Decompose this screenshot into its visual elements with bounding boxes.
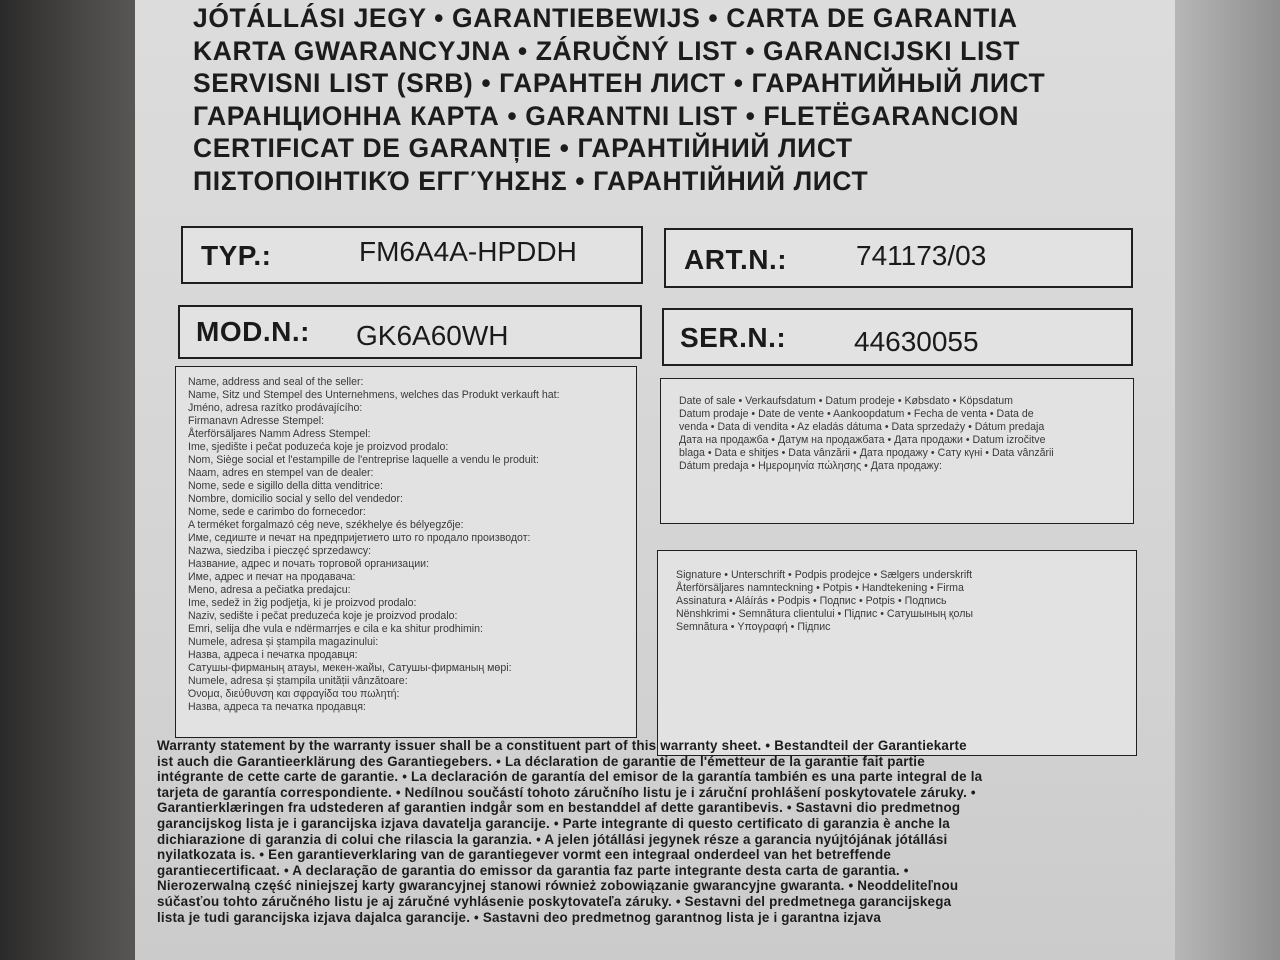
seller-line: Nom, Siège social et l'estampille de l'entreprise laquelle a vendu le produit: [188,454,539,466]
heading-line: KARTA GWARANCYJNA • ZÁRUČNÝ LIST • GARANCIJSKI LIST [193,35,1020,66]
statement-line: Garantierklæringen fra udstederen af garantien indgår som en bestanddel af dette garantibevis. • Sastavni dio predmetnog [157,800,961,816]
statement-line: ist auch die Garantieerklärung des Garantiegebers. • La déclaration de garantie de l'émetteur de la garantie fait partie [157,753,925,769]
seller-line: A terméket forgalmazó cég neve, székhelye és bélyegzője: [188,519,464,531]
typ-box [181,226,643,284]
seller-text [188,376,628,714]
warranty-title-block [193,2,1153,197]
mod-value: GK6A60WH [356,320,509,351]
art-value: 741173/03 [856,240,987,271]
ser-value: 44630055 [854,326,979,357]
seller-line: Nazwa, siedziba i pieczęć sprzedawcy: [188,545,372,557]
statement-line: intégrante de cette carte de garantie. • La declaración de garantía del emisor de la garantía también es una parte integral de la [157,769,983,785]
seller-line: Nome, sede e carimbo do fornecedor: [188,506,366,518]
ser-label: SER.N.: [680,322,787,353]
seller-line: Όνομα, διεύθυνση και σφραγίδα του πωλητή: [188,688,400,700]
typ-label: TYP.: [201,240,272,271]
signature-box [657,550,1137,756]
seller-line: Ime, sjedište i pečat poduzeća koje je proizvod prodalo: [188,441,449,453]
seller-line: Emri, selija dhe vula e ndërmarrjes e cila e ka shitur prodhimin: [188,623,483,635]
seller-box [175,366,637,738]
seller-line: Numele, adresa și ștampila magazinului: [188,636,379,648]
statement-line: garancijskog lista je i garancijska izjava davatelja garancije. • Parte integrante di questo certificato di garanzia è anche la [157,815,950,831]
statement-line: Warranty statement by the warranty issuer shall be a constituent part of this warranty sheet. • Bestandteil der Garantiekarte [157,738,967,753]
seller-line: Återförsäljares Namm Adress Stempel: [188,428,371,440]
seller-line: Nome, sede e sigillo della ditta venditrice: [188,480,383,492]
date-line: Дата на продажба • Датум на продажбата • Дата продажи • Datum izročitve [679,434,1046,446]
seller-line: Сатушы-фирманың атауы, мекен-жайы, Сатушы-фирманың мөрі: [188,662,512,674]
signature-line: Nënshkrimi • Semnătura clientului • Підпис • Сатушының қолы [676,608,974,620]
heading-line: ΠΙΣΤΟΠΟΙΗΤΙΚΌ ΕΓΓΎΗΣΗΣ • ГАРАНТІЙНИЙ ЛИСТ [193,165,869,196]
art-label: ART.N.: [684,244,788,275]
heading-line: CERTIFICAT DE GARANȚIE • ГАРАНТІЙНИЙ ЛИСТ [193,133,853,163]
statement-line: garantiecertificaat. • A declaração de garantia do emissor da garantia faz parte integrante desta carta de garantia. • [157,862,909,878]
warranty-sheet [135,0,1175,960]
mod-box [178,305,642,359]
typ-value: FM6A4A-HPDDH [359,236,577,267]
statement-line: nyilatkozata is. • Een garantieverklaring van de garantiegever vormt een integraal onderdeel van het betreffende [157,847,892,863]
seller-line: Назва, адреса та печатка продавця: [188,701,366,713]
date-line: Date of sale • Verkaufsdatum • Datum prodeje • Købsdato • Köpsdatum [679,395,1013,407]
seller-line: Naam, adres en stempel van de dealer: [188,467,374,479]
seller-line: Ime, sedež in žig podjetja, ki je proizvod prodalo: [188,597,417,609]
signature-line: Signature • Unterschrift • Podpis prodejce • Sælgers underskrift [676,569,973,581]
seller-line: Nombre, domicilio social y sello del vendedor: [188,493,403,505]
date-line: Datum prodaje • Date de vente • Aankoopdatum • Fecha de venta • Data de [679,408,1034,420]
statement-line: dichiarazione di garanzia di colui che rilascia la garanzia. • A jelen jótállási jegynek része a garancia nyújtójának jótállási [157,831,948,847]
date-of-sale-box [660,378,1134,524]
date-line: blaga • Data e shitjes • Data vânzării • Дата продажу • Сату күні • Data vânzării [679,447,1054,459]
heading-line: ГАРАНЦИОННА КАРТА • GARANTNI LIST • FLETËGARANCION [193,100,1020,131]
statement-line: súčasťou tohto záručného listu je aj záručné vyhlásenie poskytovateľa záruky. • Sestavni del predmetnega garancijskega [157,893,952,909]
ser-box [662,308,1133,366]
seller-line: Numele, adresa și ștampila unității vânzătoare: [188,675,408,687]
mod-label: MOD.N.: [196,316,310,347]
heading-line: JÓTÁLLÁSI JEGY • GARANTIEBEWIJS • CARTA DE GARANTIA [193,3,1018,33]
signature-line: Återförsäljares namnteckning • Potpis • Handtekening • Firma [676,582,964,594]
seller-line: Meno, adresa a pečiatka predajcu: [188,584,351,596]
seller-line: Име, седиште и печат на предпријетието што го продало производот: [188,532,531,544]
signature-text [676,569,1131,634]
seller-line: Name, address and seal of the seller: [188,376,364,388]
heading-line: SERVISNI LIST (SRB) • ГАРАНТЕН ЛИСТ • ГАРАНТИЙНЫЙ ЛИСТ [193,68,1046,98]
date-of-sale-text [679,395,1129,473]
seller-line: Firmanavn Adresse Stempel: [188,415,325,427]
seller-line: Jméno, adresa razítko prodávajícího: [188,402,363,414]
date-line: Dátum predaja • Ημερομηνία πώλησης • Дата продажу: [679,460,942,472]
seller-line: Име, адрес и печат на продавача: [188,571,356,583]
art-box [664,228,1133,288]
statement-line: tarjeta de garantía correspondiente. • Nedílnou součástí tohoto záručního listu je i záruční prohlášení poskytovatele záruky. • [157,784,976,800]
seller-line: Naziv, sedište i pečat preduzeća koje je proizvod prodalo: [188,610,458,622]
date-line: venda • Data di vendita • Az eladás dátuma • Data sprzedaży • Dátum predaja [679,421,1045,433]
signature-line: Semnătura • Υπογραφή • Підпис [676,621,831,633]
statement-line: lista je tudi garancijska izjava dajalca garancije. • Sastavni deo predmetnog garantnog lista je i garantna izjava [157,909,882,925]
statement-line: Nierozerwalną część niniejszej karty gwarancyjnej stanowi również zobowiązanie gwarancyjne gwaranta. • Neoddeliteľnou [157,878,959,894]
table-surface-right [1160,0,1280,960]
seller-line: Назва, адреса і печатка продавця: [188,649,358,661]
warranty-statement [157,738,1157,925]
signature-line: Assinatura • Aláírás • Podpis • Подпис • Potpis • Подпись [676,595,947,607]
seller-line: Name, Sitz und Stempel des Unternehmens, welches das Produkt verkauft hat: [188,389,560,401]
seller-line: Название, адрес и почать торговой организации: [188,558,430,570]
table-surface-left [0,0,140,960]
